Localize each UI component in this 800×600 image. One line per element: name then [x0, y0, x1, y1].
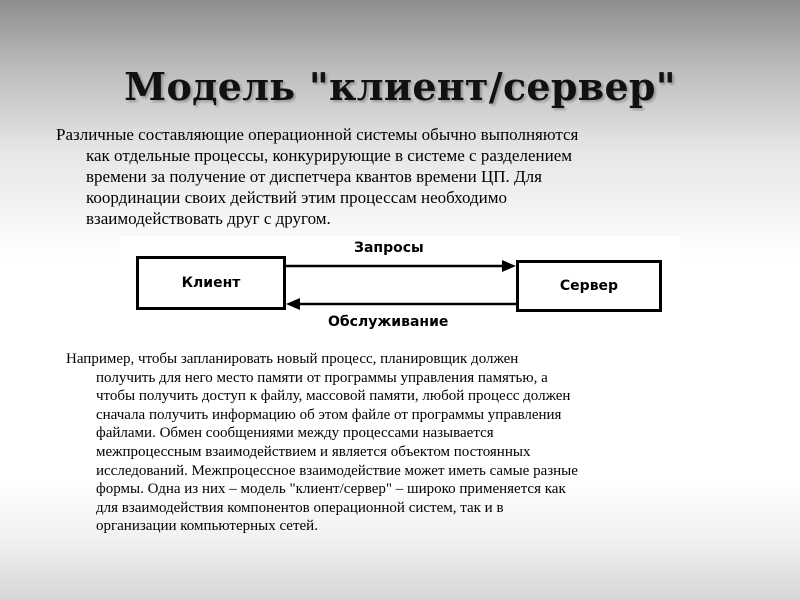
body-line: формы. Одна из них – модель "клиент/сервер" – широко применяется как: [96, 481, 566, 498]
body-line: для взаимодействия компонентов операционной систем, так и в: [96, 499, 504, 516]
body-line: межпроцессным взаимодействием и является объектом постоянных: [96, 443, 531, 460]
server-box: [516, 260, 662, 312]
body-line: файлами. Обмен сообщениями между процессами называется: [96, 425, 494, 442]
body-line: получить для него место памяти от программы управления памятью, а: [96, 369, 548, 386]
server-label: Сервер: [559, 278, 619, 294]
slide-title: Модель "клиент/сервер": [124, 64, 676, 109]
client-label: Клиент: [181, 275, 241, 291]
body-line: чтобы получить доступ к файлу, массовой памяти, любой процесс должен: [96, 388, 571, 405]
requests-label: Запросы: [354, 240, 424, 256]
service-label: Обслуживание: [328, 314, 449, 330]
intro-line: взаимодействовать друг с другом.: [86, 209, 331, 228]
service-arrowhead: [286, 298, 300, 310]
intro-line: как отдельные процессы, конкурирующие в системе с разделением: [86, 146, 572, 165]
body-line: сначала получить информацию об этом файле от программы управления: [96, 406, 562, 423]
intro-paragraph: [56, 124, 746, 229]
body-paragraph: [66, 350, 736, 536]
requests-arrowhead: [502, 260, 516, 272]
client-box: [136, 256, 286, 310]
client-server-diagram: [120, 236, 680, 336]
intro-line: времени за получение от диспетчера квантов времени ЦП. Для: [86, 167, 542, 186]
body-line: организации компьютерных сетей.: [96, 518, 318, 535]
intro-line: Различные составляющие операционной системы обычно выполняются: [56, 125, 579, 144]
body-line: исследований. Межпроцессное взаимодействие может иметь самые разные: [96, 462, 578, 479]
body-line: Например, чтобы запланировать новый процесс, планировщик должен: [66, 351, 519, 367]
intro-line: координации своих действий этим процессам необходимо: [86, 188, 508, 207]
